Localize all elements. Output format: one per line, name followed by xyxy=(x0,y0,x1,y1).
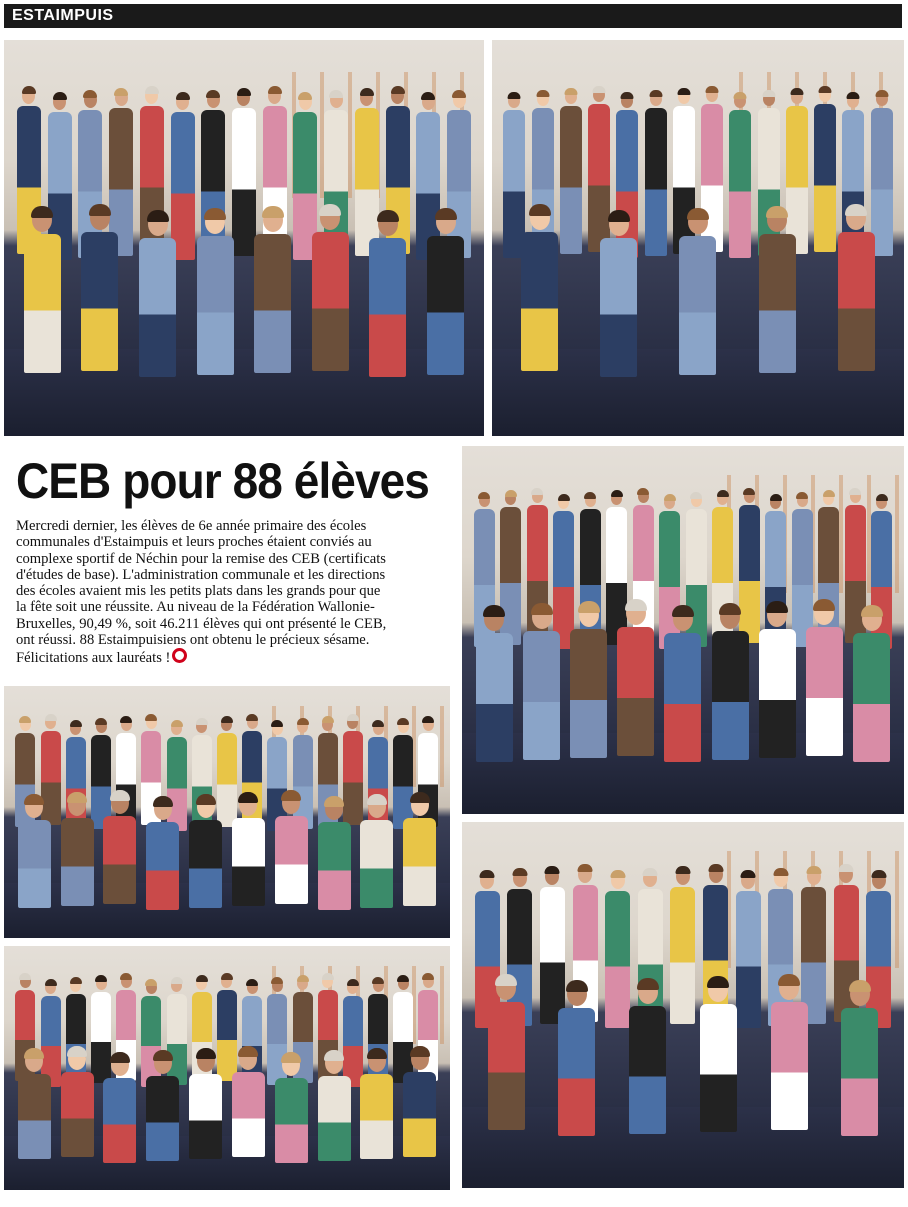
person-figure xyxy=(306,206,354,404)
person-figure xyxy=(191,210,239,404)
person-figure xyxy=(13,796,56,918)
person-figure xyxy=(56,1048,99,1170)
article-body-line: Bruxelles, 90,49 %, soit 46.211 élèves qui ont présenté le CEB, xyxy=(16,615,387,632)
article-body-line: des écoles avaient mis les petits plats dans les grands pour que xyxy=(16,583,381,600)
person-figure xyxy=(848,607,895,785)
article-body-line: ont réussi. 88 Estaimpuisiens ont obtenu le précieux sésame. xyxy=(16,632,370,649)
article-body xyxy=(16,518,438,667)
person-figure xyxy=(18,208,66,404)
section-header-bar xyxy=(4,4,902,28)
person-figure xyxy=(482,976,530,1159)
person-figure xyxy=(13,1050,56,1170)
person-figure xyxy=(56,794,99,918)
person-figure xyxy=(99,1054,142,1170)
person-figure xyxy=(270,792,313,918)
person-figure xyxy=(184,796,227,918)
person-figure xyxy=(313,1052,356,1170)
person-figure xyxy=(227,1048,270,1170)
person-figure xyxy=(801,601,848,785)
photo-group-5 xyxy=(4,946,450,1190)
person-figure xyxy=(471,607,518,785)
person-figure xyxy=(398,1048,441,1170)
article-body-line: Mercredi dernier, les élèves de 6e année primaire des écoles xyxy=(16,518,367,534)
person-figure xyxy=(832,206,880,404)
person-figure xyxy=(227,794,270,918)
person-figure xyxy=(355,1050,398,1170)
person-figure xyxy=(624,980,672,1159)
person-figure xyxy=(595,212,643,404)
person-figure xyxy=(707,605,754,785)
person-figure xyxy=(518,605,565,785)
photo-group-1 xyxy=(4,40,484,436)
person-figure xyxy=(422,210,470,404)
person-figure xyxy=(249,208,297,404)
article-body-line: d'études de base). L'administration communale et les directions xyxy=(16,566,386,583)
article-body-line: communales d'Estaimpuis et leurs proches étaient conviés au xyxy=(16,534,372,551)
person-figure xyxy=(313,798,356,918)
person-figure xyxy=(765,976,813,1159)
person-figure xyxy=(753,208,801,404)
article-body-line: la fête soit une réussite. Au niveau de la Fédération Wallonie- xyxy=(16,599,375,616)
person-figure xyxy=(270,1054,313,1170)
person-figure xyxy=(754,603,801,785)
person-figure xyxy=(553,982,601,1159)
section-label: ESTAIMPUIS xyxy=(12,7,114,24)
person-figure xyxy=(659,607,706,785)
photo-group-2 xyxy=(492,40,904,436)
person-figure xyxy=(76,206,124,404)
crowd-front-row xyxy=(4,1048,450,1170)
crowd-front-row xyxy=(462,976,904,1159)
person-figure xyxy=(694,978,742,1159)
person-figure xyxy=(355,796,398,918)
article-body-line: Félicitations aux lauréats ! xyxy=(16,650,171,667)
person-figure xyxy=(184,1050,227,1170)
person-figure xyxy=(99,792,142,918)
person-figure xyxy=(364,212,412,404)
photo-group-6 xyxy=(462,822,904,1188)
person-figure xyxy=(516,206,564,404)
person-figure xyxy=(674,210,722,404)
person-figure xyxy=(565,603,612,785)
crowd-front-row xyxy=(492,206,904,404)
person-figure xyxy=(836,982,884,1159)
crowd-front-row xyxy=(4,792,450,918)
crowd-front-row xyxy=(4,206,484,404)
person-figure xyxy=(398,794,441,918)
person-figure xyxy=(134,212,182,404)
article-headline: CEB pour 88 élèves xyxy=(16,453,429,509)
photo-group-4 xyxy=(4,686,450,938)
photo-group-3 xyxy=(462,446,904,814)
person-figure xyxy=(612,601,659,785)
red-circle-icon xyxy=(172,648,187,663)
crowd-front-row xyxy=(462,601,904,785)
person-figure xyxy=(141,798,184,918)
article-body-line: complexe sportif de Néchin pour la remise des CEB (certificats xyxy=(16,550,386,567)
person-figure xyxy=(141,1052,184,1170)
